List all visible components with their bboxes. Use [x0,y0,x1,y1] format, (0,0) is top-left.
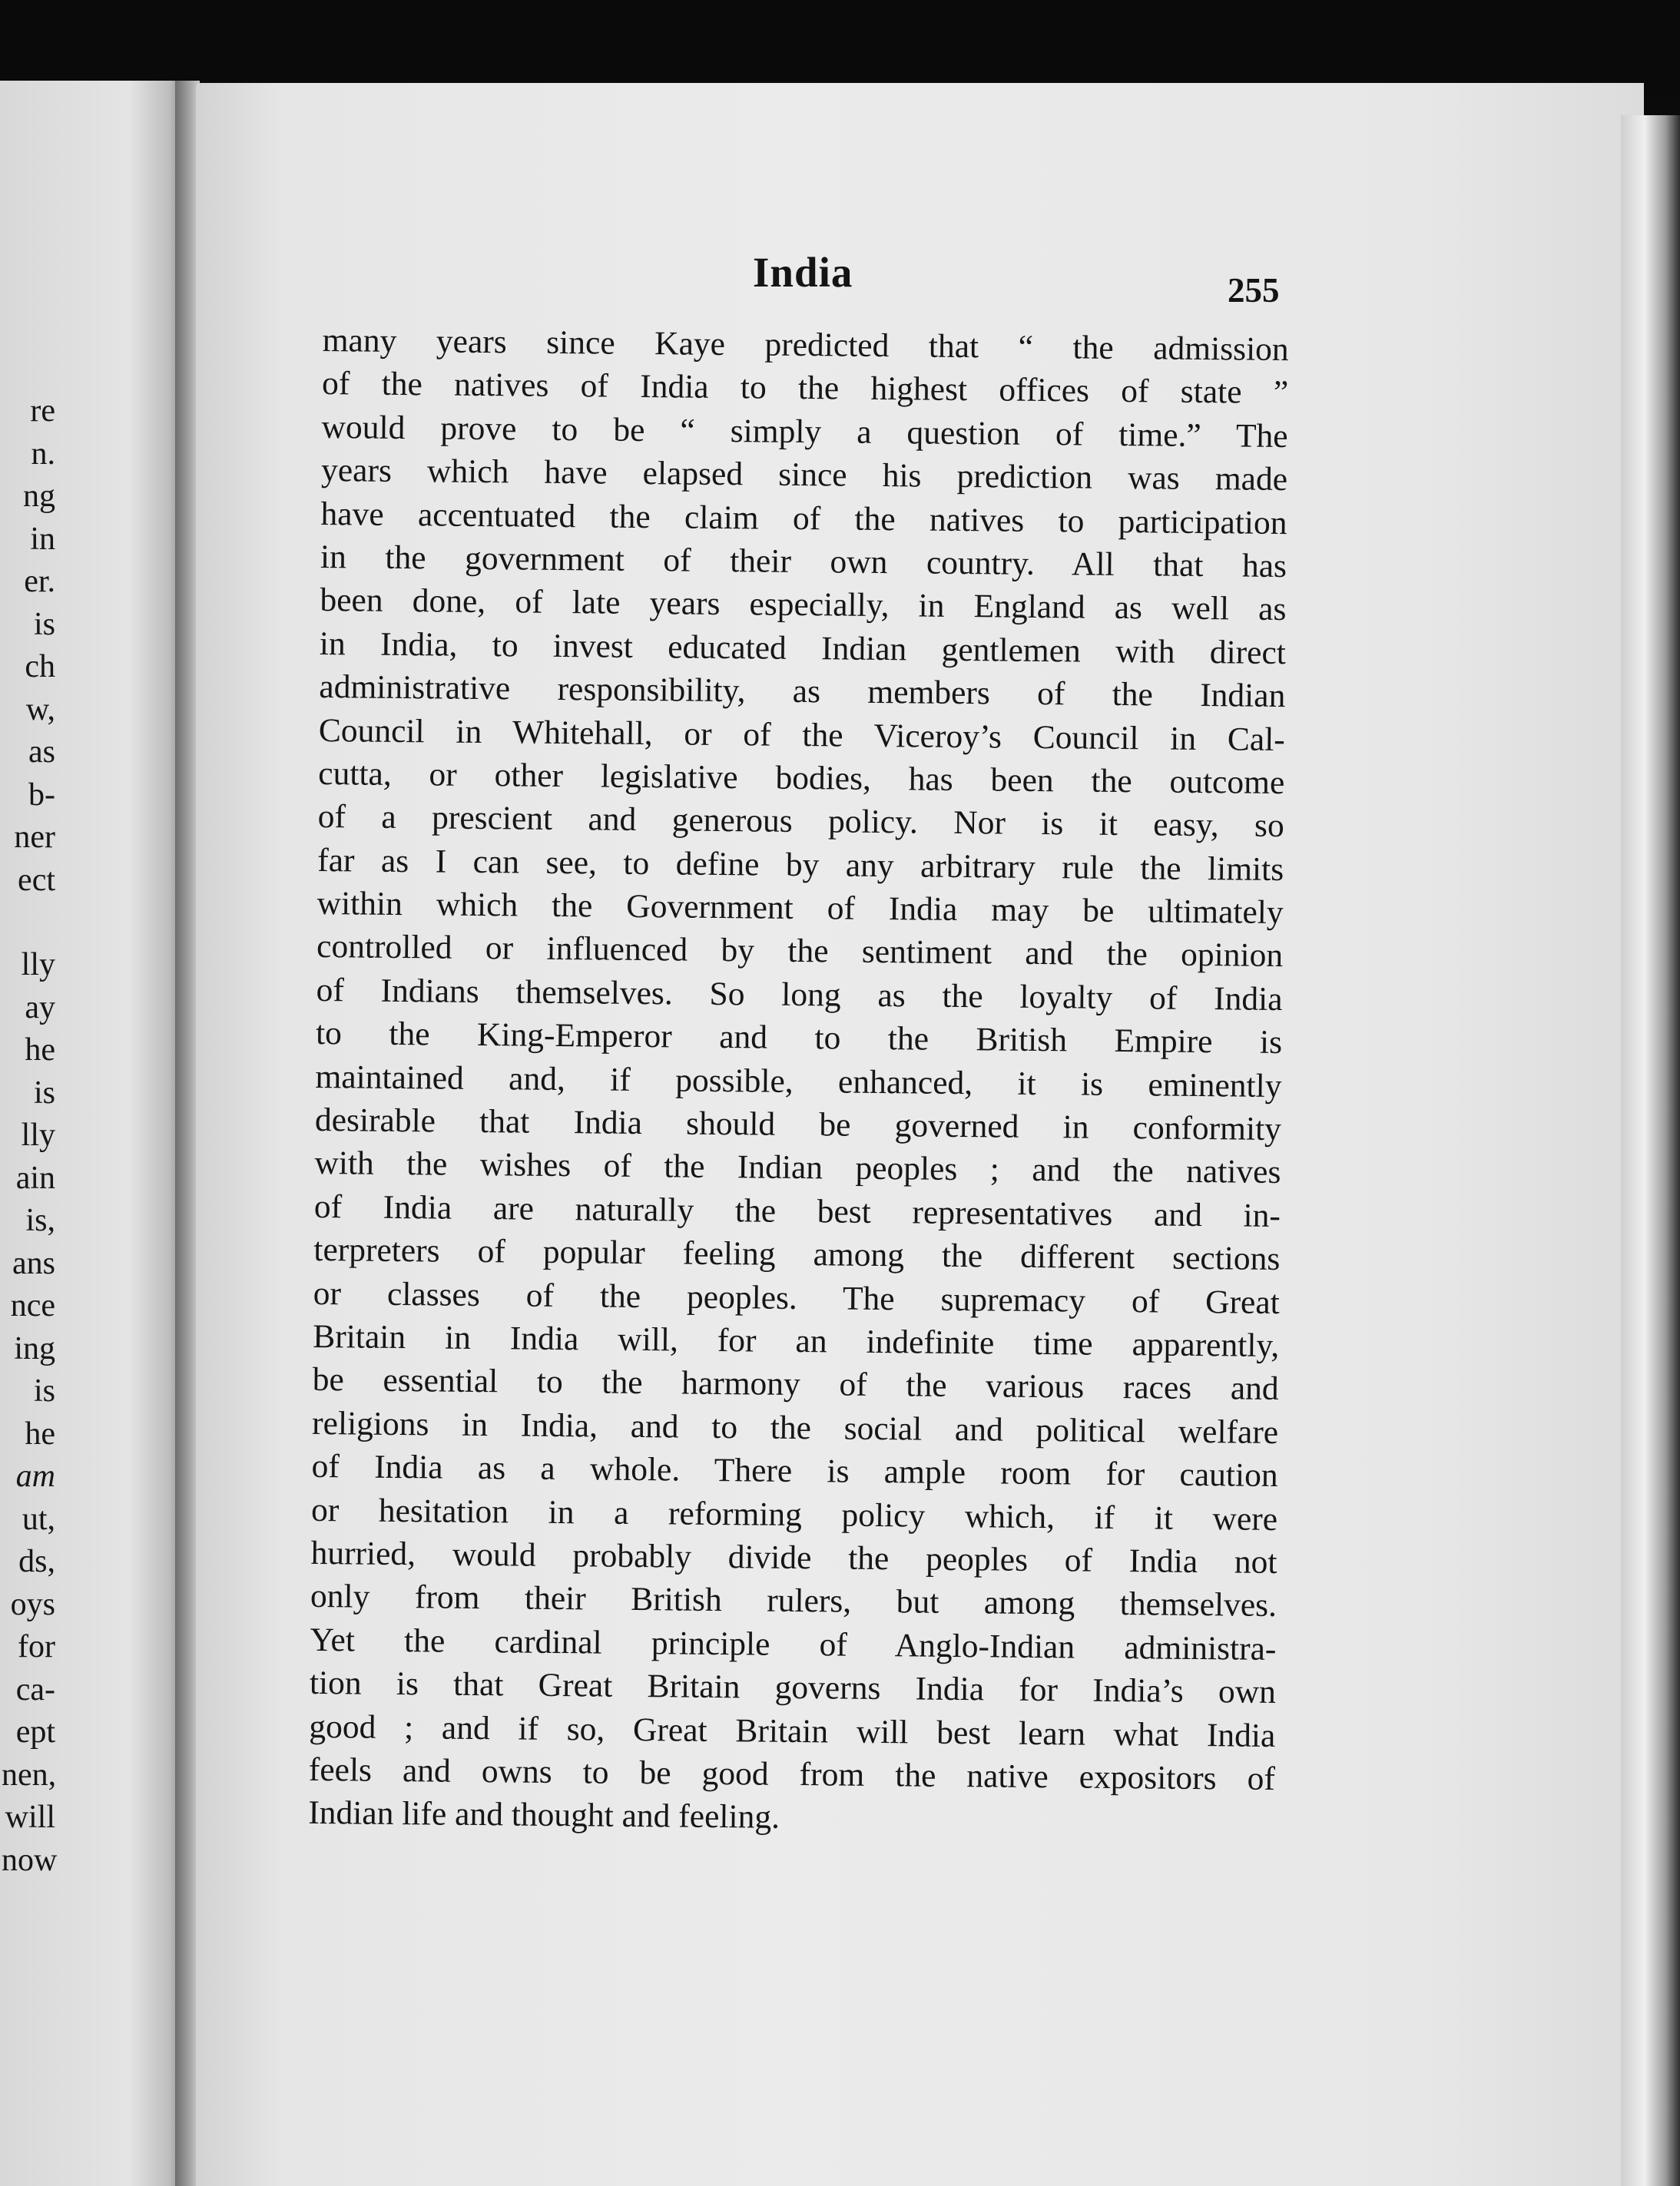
text-line: controlled or influenced by the sentiment and the opinion [316,928,1284,975]
text-line: Indian life and thought and feeling. [308,1794,780,1837]
text-line: to the King-Emperor and to the British Empire is [315,1015,1283,1062]
previous-page-line-fragment: ect [18,862,55,898]
text-line: in India, to invest educated Indian gentlemen with direct [319,624,1287,671]
page-number: 255 [1228,271,1280,310]
previous-page-line-fragment [2,902,55,944]
previous-page [0,81,184,2186]
previous-page-line-fragment: ch [25,649,55,684]
body-text [308,319,1289,1844]
previous-page-line-fragment: in [30,521,55,557]
previous-page-line-fragment: lly [21,947,55,982]
previous-page-line-fragment: lly [21,1118,55,1153]
previous-page-line-fragment: is [33,1075,55,1111]
scan-top-border [0,0,1680,96]
text-line: or hesitation in a reforming policy which, if it were [310,1491,1278,1538]
previous-page-line-fragment: as [28,734,55,770]
running-head: India [753,249,853,296]
previous-page-line-fragment: w, [25,691,55,727]
text-line: of a prescient and generous policy. Nor is it easy, so [317,798,1284,845]
text-line: religions in India, and to the social and political welfare [311,1404,1279,1451]
text-line: of Indians themselves. So long as the loyalty of India [316,971,1283,1018]
text-line: Britain in India will, for an indefinite time apparently, [313,1317,1280,1364]
text-line: Yet the cardinal principle of Anglo-Indian administra- [310,1621,1277,1668]
text-line: maintained and, if possible, enhanced, it is eminently [315,1058,1282,1105]
text-line: cutta, or other legislative bodies, has been the outcome [318,754,1285,801]
text-line: only from their British rulers, but among themselves. [310,1578,1277,1625]
previous-page-line-fragment: is [33,606,55,642]
page-edge [1621,115,1680,2186]
text-line: desirable that India should be governed in conformity [314,1101,1282,1148]
previous-page-line-fragment: is, [25,1203,55,1238]
previous-page-line-fragment: ept [15,1714,55,1750]
text-line: years which have elapsed since his prediction was made [320,452,1288,498]
previous-page-line-fragment: n. [31,436,55,472]
previous-page-line-fragment: ng [23,479,55,514]
previous-page-line-fragment: will [5,1800,55,1835]
text-line: many years since Kaye predicted that “ the admission [322,321,1289,369]
text-line: feels and owns to be good from the native expositors of [308,1750,1276,1797]
previous-page-line-fragment: nce [10,1288,55,1323]
previous-page-line-fragment: for [18,1629,55,1664]
previous-page-line-fragment: ain [15,1160,55,1196]
text-line: good ; and if so, Great Britain will best learn what India [309,1707,1276,1754]
text-line: terpreters of popular feeling among the different sections [313,1231,1281,1278]
previous-page-line-fragment: ay [25,989,55,1025]
text-line: with the wishes of the Indian peoples ; and the natives [314,1144,1281,1191]
text-line: of the natives of India to the highest offices of state ” [321,365,1289,412]
previous-page-line-fragment: er. [24,564,55,599]
previous-page-line-fragment: re [30,393,55,429]
text-line: in the government of their own country. All that has [320,538,1287,585]
text-line: would prove to be “ simply a question of time.” The [321,408,1288,455]
text-line: within which the Government of India may be ultimately [316,885,1284,932]
text-line: of India are naturally the best representatives and in- [313,1187,1281,1234]
previous-page-line-fragment: oys [10,1586,55,1622]
previous-page-line-fragment: is [33,1373,55,1409]
text-line: or classes of the peoples. The supremacy of Great [313,1274,1280,1321]
previous-page-line-fragment: ds, [18,1544,55,1579]
previous-page-line-fragment: now [2,1842,58,1878]
previous-page-text [2,390,58,1882]
previous-page-line-fragment: ans [12,1245,55,1281]
text-line: Council in Whitehall, or of the Viceroy’s Council in Cal- [318,711,1286,758]
previous-page-line-fragment: ing [14,1330,55,1366]
text-line: hurried, would probably divide the peoples of India not [310,1534,1277,1581]
text-line: be essential to the harmony of the various races and [312,1361,1279,1408]
previous-page-line-fragment: am [15,1459,55,1494]
text-line: been done, of late years especially, in England as well as [320,581,1287,628]
text-line: of India as a whole. There is ample room for caution [311,1448,1278,1495]
previous-page-line-fragment: b- [28,777,55,813]
text-line: have accentuated the claim of the natives to participation [320,495,1287,542]
previous-page-line-fragment: nen, [2,1757,57,1793]
previous-page-line-fragment: he [25,1032,55,1068]
previous-page-line-fragment: ner [14,820,55,855]
previous-page-line-fragment: ut, [22,1501,55,1537]
text-line: administrative responsibility, as members of the Indian [319,668,1286,715]
text-line: far as I can see, to define by any arbitrary rule the limits [317,841,1284,888]
text-line: tion is that Great Britain governs India for India’s own [309,1664,1277,1711]
previous-page-line-fragment: he [25,1416,55,1452]
previous-page-line-fragment: ca- [15,1671,55,1707]
